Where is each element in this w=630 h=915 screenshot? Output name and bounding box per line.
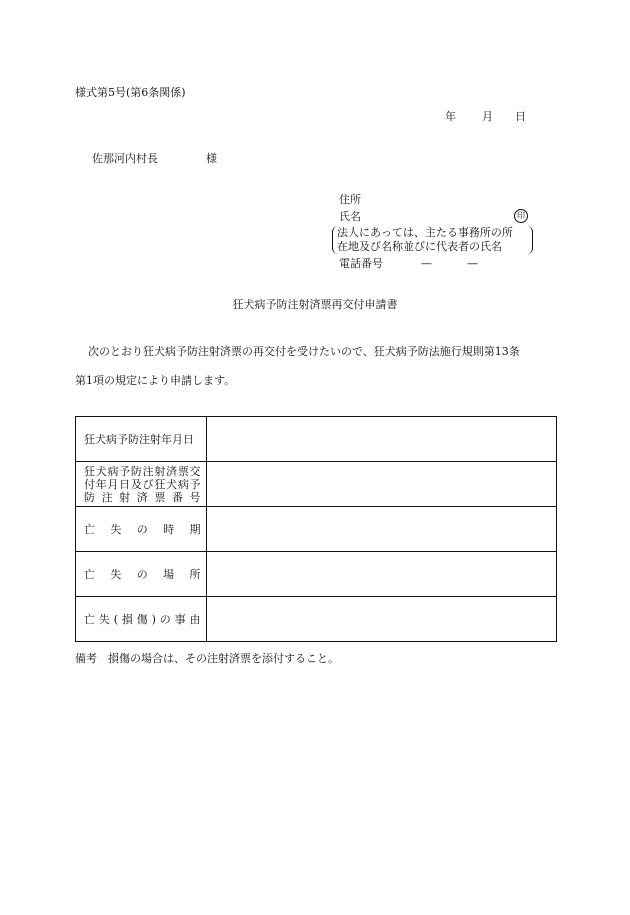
phone-separator: — [467, 257, 478, 270]
date-day-label: 日 [515, 110, 526, 123]
table-row [76, 507, 557, 552]
corporation-note-line2: 在地及び名称並びに代表者の氏名 [337, 240, 502, 253]
seal-icon: 印 [514, 209, 528, 223]
address-label: 住所 [339, 193, 361, 206]
row-label-text: 狂犬病予防注射年月日 [84, 432, 194, 446]
date-year-label: 年 [445, 110, 456, 123]
body-text-line1: 次のとおり狂犬病予防注射済票の再交付を受けたいので、狂犬病予防法施行規則第13条 [88, 345, 520, 358]
table-row [76, 597, 557, 642]
row-label-text: 亡失の時期 [84, 522, 201, 536]
row-label [76, 597, 207, 642]
row-label [76, 417, 207, 462]
form-number: 様式第5号(第6条関係) [75, 86, 186, 99]
phone-separator: — [421, 257, 432, 270]
table-row [76, 417, 557, 462]
table-row [76, 552, 557, 597]
row-label-text: 亡失(損傷)の事由 [84, 612, 201, 626]
document-title: 狂犬病予防注射済票再交付申請書 [232, 298, 398, 311]
value-cell-vaccination-date[interactable] [206, 417, 556, 462]
corporation-note-line1: 法人にあっては、主たる事務所の所 [337, 226, 513, 239]
row-label [76, 507, 207, 552]
date-month-label: 月 [482, 110, 493, 123]
row-label-text: 亡失の場所 [84, 567, 201, 581]
value-cell-tag-issue-info[interactable] [206, 462, 556, 507]
row-label [76, 552, 207, 597]
value-cell-loss-reason[interactable] [206, 597, 556, 642]
row-label-text: 狂犬病予防注射済票交付年月日及び狂犬病予防注射済票番号 [84, 464, 201, 504]
recipient-honorific: 様 [206, 152, 217, 165]
value-cell-loss-place[interactable] [206, 552, 556, 597]
row-label [76, 462, 207, 507]
name-label: 氏名 [339, 210, 361, 223]
remarks-note: 備考 損傷の場合は、その注射済票を添付すること。 [75, 652, 339, 665]
application-table [75, 416, 557, 642]
recipient: 佐那河内村長 [92, 152, 158, 165]
body-text-line2: 第1項の規定により申請します。 [75, 374, 236, 387]
value-cell-loss-time[interactable] [206, 507, 556, 552]
phone-label: 電話番号 [339, 257, 383, 270]
table-row [76, 462, 557, 507]
